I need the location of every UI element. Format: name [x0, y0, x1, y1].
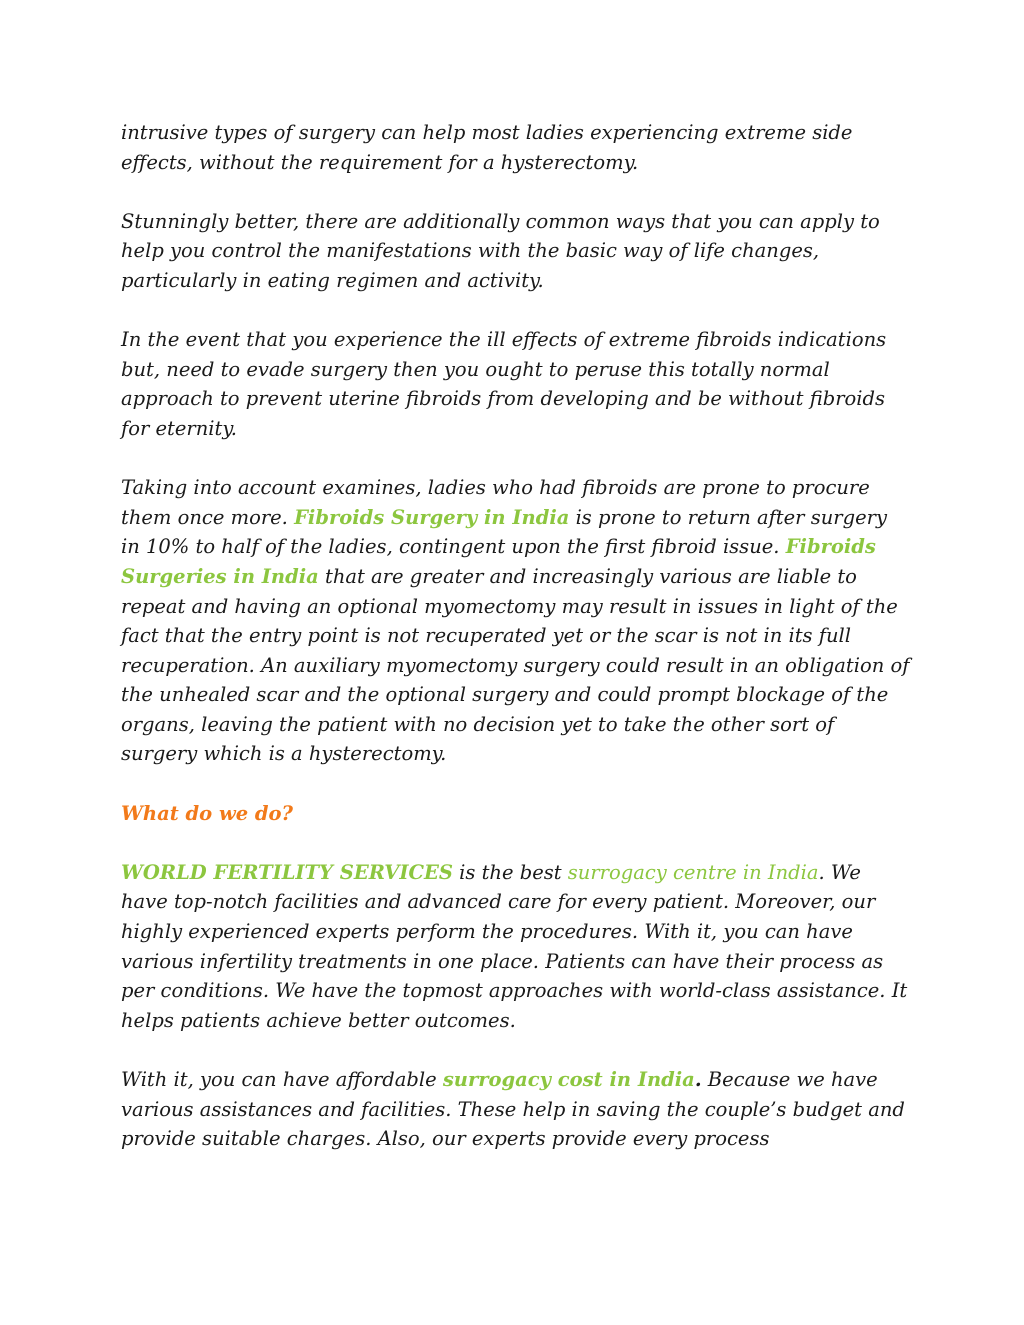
paragraph-4 [121, 473, 911, 769]
section-heading: What do we do? [121, 801, 293, 825]
world-fertility-services-link[interactable]: WORLD FERTILITY SERVICES [121, 860, 453, 884]
fibroids-surgeries-link[interactable]: Fibroids Surgeries in India [121, 535, 876, 588]
paragraph-6-text-1: With it, you can have affordable [121, 1068, 443, 1091]
paragraph-3: In the event that you experience the ill effects of extreme fibroids indications but, need to evade surgery then you ought to peruse this totally normal approach to prevent uterine fibroids from developing and be without fibroids for eternity. [121, 328, 887, 440]
paragraph-4-text-2: is prone to return after surgery in 10% to half of the ladies, contingent upon the first fibroid issue. [121, 505, 887, 559]
paragraph-1: intrusive types of surgery can help most ladies experiencing extreme side effects, without the requirement for a hysterectomy. [121, 121, 853, 174]
paragraph-5-text-1: is the best [452, 860, 568, 884]
paragraph-4-text-1: Taking into account examines, ladies who had fibroids are prone to procure them once more. [121, 476, 870, 529]
document-page [121, 118, 911, 1183]
paragraph-2: Stunningly better, there are additionally common ways that you can apply to help you control the manifestations with the basic way of life changes, particularly in eating regimen and activity. [121, 209, 880, 292]
paragraph-5-text-2: . We have top-notch facilities and advanced care for every patient. Moreover, our highly experienced experts perform the procedures. With it, you can have various infertility treatments in one place. Patients can have their process as per conditions. We have the topmost approaches with world-class assistance. It helps patients achieve better outcomes. [121, 860, 908, 1032]
paragraph-5 [121, 858, 911, 1036]
surrogacy-centre-link[interactable]: surrogacy centre in India [567, 860, 819, 884]
fibroids-surgery-link[interactable]: Fibroids Surgery in India [294, 505, 570, 529]
surrogacy-cost-link[interactable]: surrogacy cost in India [442, 1068, 695, 1091]
paragraph-6-text-2: Because we have various assistances and facilities. These help in saving the couple’s budget and provide suitable charges. Also, our experts provide every process [121, 1068, 905, 1151]
paragraph-4-text-3: that are greater and increasingly various are liable to repeat and having an optional myomectomy may result in issues in light of the fact that the entry point is not recuperated yet or the scar is not in its full recuperation. An auxiliary myomectomy surgery could result in an obligation of the unhealed scar and the optional surgery and could prompt blockage of the organs, leaving the patient with no decision yet to take the other sort of surgery which is a hysterectomy. [121, 564, 910, 766]
paragraph-6-dot: . [694, 1068, 702, 1091]
paragraph-6 [121, 1065, 911, 1154]
